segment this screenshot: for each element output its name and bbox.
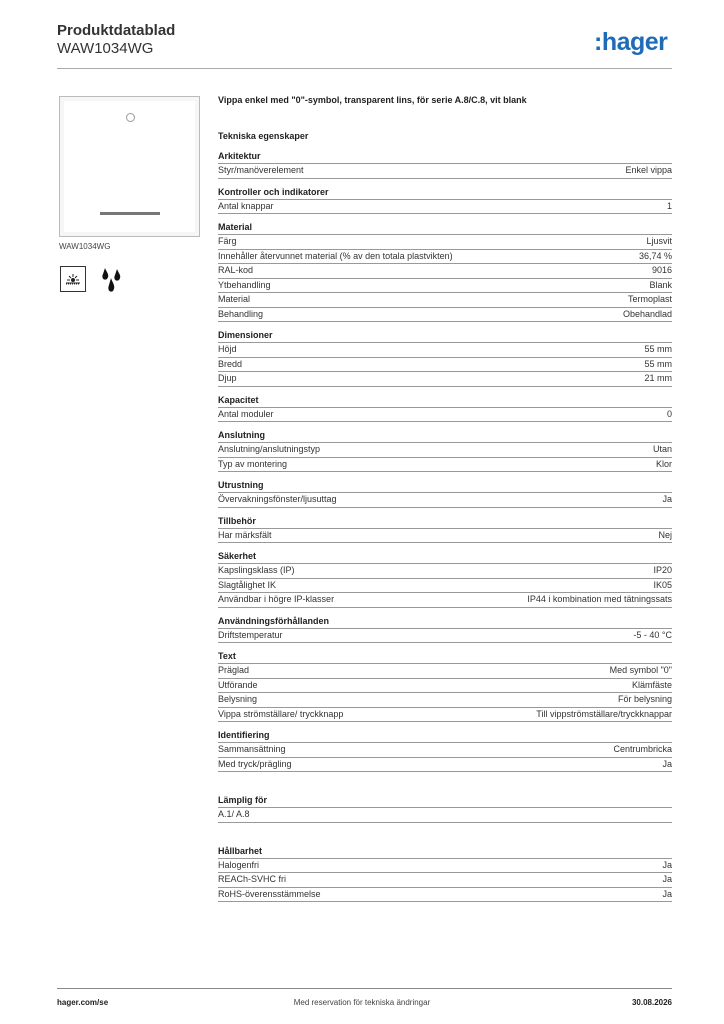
- spec-value: IP20: [653, 565, 672, 575]
- spec-row: [218, 235, 672, 250]
- spec-value: 9016: [651, 265, 672, 275]
- specifications: [218, 93, 672, 902]
- technical-properties-heading: Tekniska egenskaper: [218, 131, 309, 141]
- spec-section: [218, 429, 672, 472]
- spec-label: Behandling: [218, 308, 264, 319]
- spec-label: Sammansättning: [218, 744, 286, 754]
- product-image-caption: WAW1034WG: [59, 242, 111, 251]
- spec-value: Med symbol "0": [609, 665, 672, 675]
- spec-label: Präglad: [218, 665, 250, 675]
- spec-row: [218, 859, 672, 874]
- spec-value: Ja: [662, 758, 672, 769]
- spec-label: Vippa strömställare/ tryckknapp: [218, 708, 344, 719]
- spec-row: [218, 888, 672, 903]
- product-description: Vippa enkel med "0"-symbol, transparent lins, för serie A.8/C.8, vit blank: [218, 95, 527, 105]
- hager-logo: [594, 27, 667, 57]
- spec-section: [218, 550, 672, 608]
- spec-section: [218, 515, 672, 544]
- section-heading: Hållbarhet: [218, 845, 672, 859]
- spec-row: [218, 808, 672, 823]
- spec-row: [218, 579, 672, 594]
- spec-value: Utan: [652, 444, 672, 454]
- spec-value: Enkel vippa: [625, 165, 672, 175]
- footer-divider: [57, 988, 672, 989]
- spec-section: [218, 394, 672, 423]
- spec-value: Obehandlad: [622, 308, 672, 319]
- spec-label: Material: [218, 294, 251, 304]
- spec-row: [218, 358, 672, 373]
- section-heading: Kapacitet: [218, 394, 672, 408]
- logo-text: hager: [601, 28, 668, 56]
- header-divider: [57, 68, 672, 69]
- logo-colon: :: [594, 28, 602, 56]
- spec-row: [218, 529, 672, 544]
- spec-label: Övervakningsfönster/ljusuttag: [218, 494, 337, 504]
- spec-value: 1: [666, 200, 672, 211]
- spec-value: 55 mm: [644, 344, 672, 354]
- spec-value: IK05: [653, 579, 672, 590]
- section-heading: Utrustning: [218, 479, 672, 493]
- spec-row: [218, 343, 672, 358]
- spec-value: 21 mm: [644, 373, 672, 383]
- spec-section: [218, 729, 672, 772]
- spec-label: Ytbehandling: [218, 279, 271, 290]
- spec-value: Ja: [662, 494, 672, 504]
- spec-label: Belysning: [218, 694, 258, 704]
- section-heading: Tillbehör: [218, 515, 672, 529]
- spec-label: Antal moduler: [218, 408, 274, 419]
- spec-label: Bredd: [218, 358, 243, 369]
- spec-value: Ja: [662, 859, 672, 870]
- spec-label: RAL-kod: [218, 265, 254, 275]
- spec-row: [218, 679, 672, 694]
- spec-label: Slagtålighet IK: [218, 579, 277, 590]
- spec-value: För belysning: [617, 694, 672, 704]
- spec-row: [218, 758, 672, 773]
- spec-label: Kapslingsklass (IP): [218, 565, 295, 575]
- spec-row: [218, 264, 672, 279]
- spec-row: [218, 443, 672, 458]
- section-heading: Lämplig för: [218, 794, 672, 808]
- section-heading: Arkitektur: [218, 150, 672, 164]
- spec-value: -5 - 40 °C: [633, 629, 672, 640]
- spec-label: Driftstemperatur: [218, 629, 283, 640]
- spec-label: Antal knappar: [218, 200, 274, 211]
- spec-row: [218, 308, 672, 323]
- spec-section: [218, 221, 672, 322]
- section-heading: Text: [218, 650, 672, 664]
- spec-label: Halogenfri: [218, 859, 260, 870]
- spec-value: 36,74 %: [638, 250, 672, 261]
- spec-label: Styr/manöverelement: [218, 165, 304, 175]
- water-drops-icon: [97, 266, 123, 292]
- spec-value: Blank: [649, 279, 672, 290]
- spec-row: [218, 408, 672, 423]
- spec-value: Ja: [662, 888, 672, 899]
- spec-value: Klämfäste: [631, 679, 672, 690]
- spec-section: [218, 479, 672, 508]
- section-heading: Material: [218, 221, 672, 235]
- spec-value: IP44 i kombination med tätningssats: [527, 594, 672, 604]
- spec-value: 0: [666, 408, 672, 419]
- spec-row: [218, 564, 672, 579]
- spec-row: [218, 372, 672, 387]
- indicator-ring: [126, 113, 135, 122]
- spec-row: [218, 629, 672, 644]
- spec-label: Innehåller återvunnet material (% av den totala plastvikten): [218, 250, 453, 261]
- spec-section: [218, 650, 672, 722]
- section-heading: Dimensioner: [218, 329, 672, 343]
- document-title: Produktdatablad: [57, 22, 176, 39]
- spec-label: Anslutning/anslutningstyp: [218, 444, 321, 454]
- spec-value: Klor: [655, 458, 672, 469]
- spec-row: [218, 873, 672, 888]
- spec-row: [218, 164, 672, 179]
- spec-value: Termoplast: [627, 294, 672, 304]
- spec-label: Höjd: [218, 344, 237, 354]
- spec-row: [218, 293, 672, 308]
- spec-value: Till vippströmställare/tryckknappar: [536, 708, 672, 719]
- spec-section: [218, 186, 672, 215]
- spec-row: [218, 493, 672, 508]
- spec-sections: [218, 150, 672, 772]
- section-sustainability: [218, 845, 672, 903]
- product-image: [59, 96, 200, 237]
- spec-section: [218, 329, 672, 387]
- spec-label: Utförande: [218, 679, 258, 690]
- spec-label: Typ av montering: [218, 458, 288, 469]
- spec-label: REACh-SVHC fri: [218, 874, 287, 884]
- lens-bar: [100, 212, 160, 215]
- section-suitable: [218, 794, 672, 823]
- spec-row: [218, 200, 672, 215]
- footer-disclaimer: Med reservation för tekniska ändringar: [293, 998, 431, 1007]
- spec-row: [218, 458, 672, 473]
- section-heading: Anslutning: [218, 429, 672, 443]
- spec-value: Centrumbricka: [613, 744, 672, 754]
- section-heading: Kontroller och indikatorer: [218, 186, 672, 200]
- spec-section: [218, 615, 672, 644]
- section-heading: Säkerhet: [218, 550, 672, 564]
- footer-website: hager.com/se: [57, 998, 109, 1007]
- document-header: [57, 22, 175, 58]
- spec-label: Med tryck/prägling: [218, 758, 292, 769]
- spec-value: 55 mm: [644, 358, 672, 369]
- footer-date: 30.08.2026: [631, 998, 672, 1007]
- spec-row: [218, 593, 672, 608]
- spec-label: RoHS-överensstämmelse: [218, 888, 321, 899]
- indoor-light-icon: [60, 266, 86, 292]
- spec-label: Färg: [218, 236, 237, 246]
- switch-plate: [64, 101, 195, 232]
- spec-value: Nej: [658, 529, 672, 540]
- product-code: WAW1034WG: [57, 40, 154, 57]
- spec-row: [218, 708, 672, 723]
- spec-row: [218, 743, 672, 758]
- spec-label: Användbar i högre IP-klasser: [218, 594, 335, 604]
- spec-value: Ja: [662, 874, 672, 884]
- spec-label: A.1/ A.8: [218, 809, 250, 819]
- spec-row: [218, 250, 672, 265]
- section-heading: Identifiering: [218, 729, 672, 743]
- spec-label: Djup: [218, 373, 237, 383]
- spec-section: [218, 150, 672, 179]
- spec-value: Ljusvit: [646, 236, 672, 246]
- section-heading: Användningsförhållanden: [218, 615, 672, 629]
- spec-row: [218, 279, 672, 294]
- spec-row: [218, 664, 672, 679]
- spec-label: Har märksfält: [218, 529, 272, 540]
- spec-row: [218, 693, 672, 708]
